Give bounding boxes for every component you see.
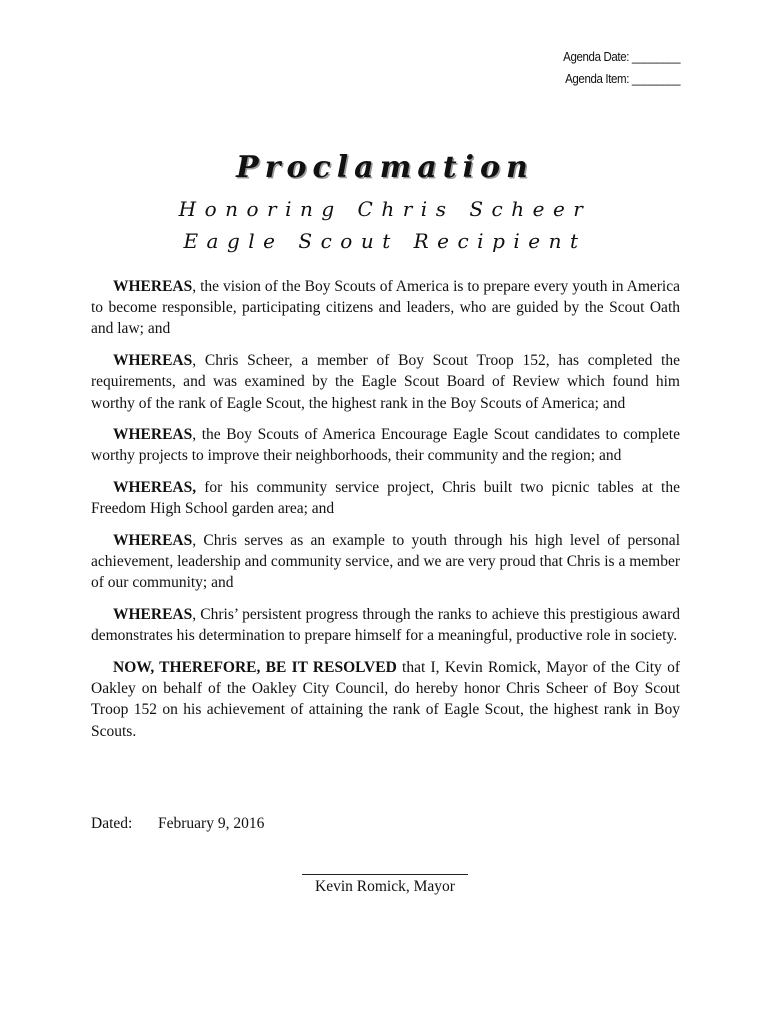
clause-paragraph <box>91 424 680 466</box>
clause-lead: WHEREAS <box>113 278 193 295</box>
dated-value: February 9, 2016 <box>158 815 265 832</box>
clause-lead: WHEREAS <box>113 532 193 550</box>
clause-paragraph <box>91 350 680 414</box>
clause-text: , Chris’ persistent progress through the ranks to achieve this prestigious award demonstrates his determination to prepare himself for a meaningful, productive role in society. <box>91 606 680 645</box>
clause-lead: WHEREAS <box>113 352 193 370</box>
clause-paragraph <box>91 530 680 594</box>
subtitle-honoree: Honoring Chris Scheer <box>178 197 592 221</box>
subtitle-award: Eagle Scout Recipient <box>183 229 587 253</box>
clause-lead: WHEREAS <box>113 426 193 444</box>
clause-text: , the vision of the Boy Scouts of America is to prepare every youth in America to become responsible, participating citizens and leaders, who are guided by the Scout Oath and law; and <box>91 278 680 338</box>
clause-lead: WHEREAS <box>113 606 193 624</box>
clause-paragraph <box>91 276 680 340</box>
dated-line <box>91 815 264 833</box>
agenda-item: Agenda Item: ________ <box>564 72 680 86</box>
proclamation-body <box>91 276 680 752</box>
agenda-date: Agenda Date: ________ <box>563 50 680 64</box>
clause-text: for his community service project, Chris built two picnic tables at the Freedom High School garden area; and <box>91 479 680 518</box>
resolution-lead: NOW, THEREFORE, BE IT RESOLVED <box>113 659 397 677</box>
clause-paragraph <box>91 604 680 646</box>
clause-text: , Chris Scheer, a member of Boy Scout Troop 152, has completed the requirements, and was examined by the Eagle Scout Board of Review which found him worthy of the rank of Eagle Scout, the highest rank in the Boy Scouts of America; and <box>91 352 680 412</box>
resolution-paragraph <box>91 657 680 742</box>
signature-line <box>302 874 468 875</box>
signature-name: Kevin Romick, Mayor <box>315 878 455 895</box>
page-title: Proclamation <box>236 150 534 185</box>
resolution-text: that I, Kevin Romick, Mayor of the City of Oakley on behalf of the Oakley City Council, do hereby honor Chris Scheer of Boy Scout Troop 152 on his achievement of attaining the rank of Eagle Scout, the highest rank in Boy Scouts. <box>91 659 680 740</box>
clause-text: , Chris serves as an example to youth through his high level of personal achievement, leadership and community service, and we are very proud that Chris is a member of our community; and <box>91 532 680 592</box>
clause-lead: WHEREAS, <box>113 479 197 497</box>
agenda-block <box>563 46 680 90</box>
dated-label: Dated: <box>91 815 133 832</box>
clause-paragraph <box>91 477 680 519</box>
clause-text: , the Boy Scouts of America Encourage Eagle Scout candidates to complete worthy projects to improve their neighborhoods, their community and the region; and <box>91 426 680 465</box>
